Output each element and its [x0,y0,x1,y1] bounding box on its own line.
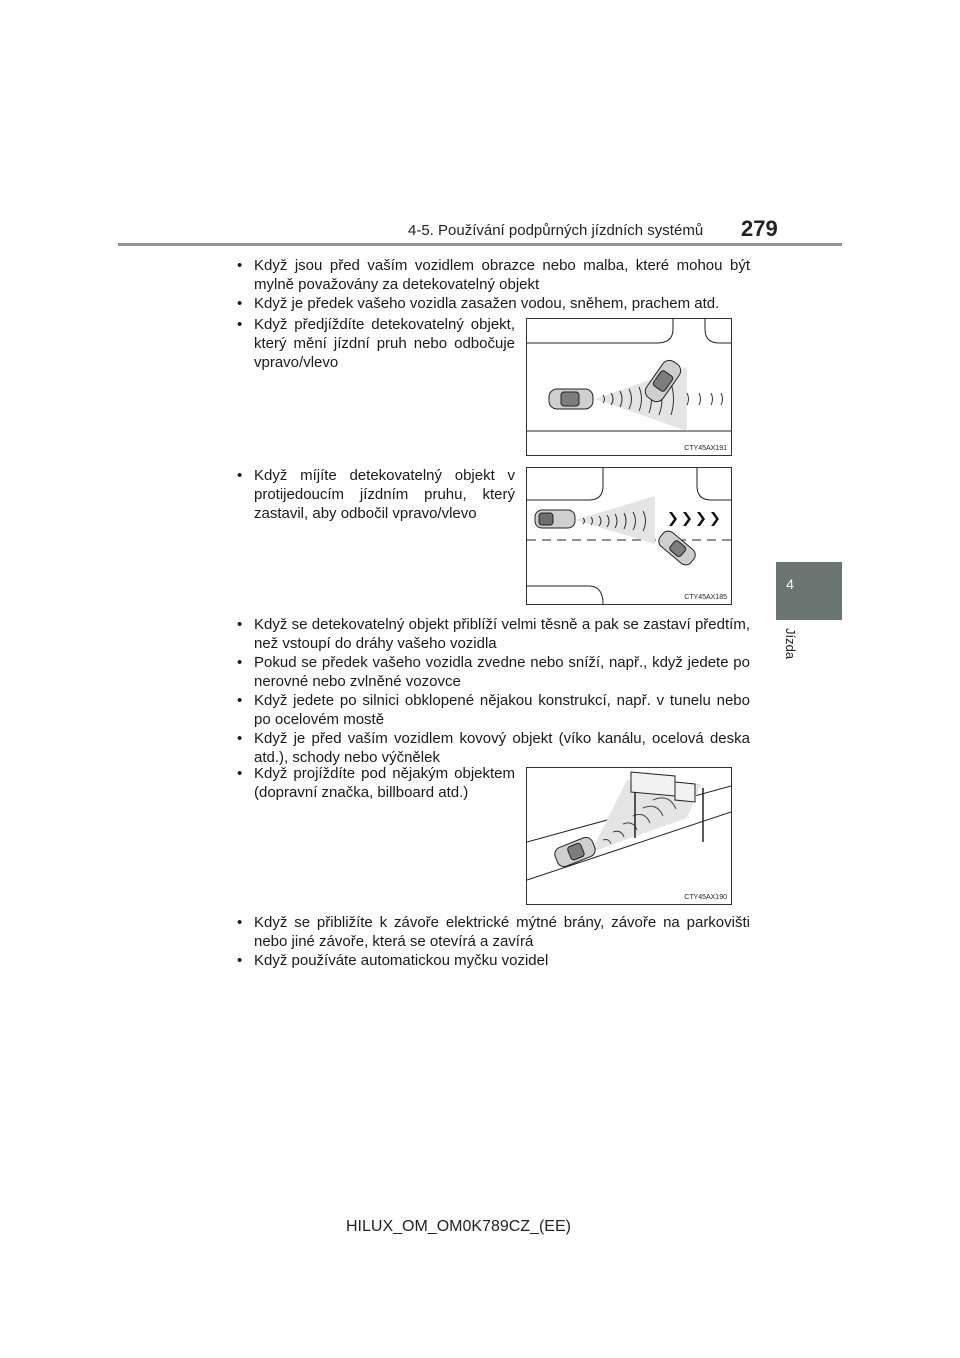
chapter-label: Jízda [783,628,798,660]
list-item: • Když se přibližíte k závoře elektrické mýtné brány, závoře na parkovišti nebo jiné závoře, která se otevírá a zavírá [235,913,750,951]
list-item: • Pokud se předek vašeho vozidla zvedne nebo sníží, např., když jedete po nerovné nebo zvlněné vozovce [235,653,750,691]
figure-code: CTY45AX185 [684,594,727,601]
list-item: • Když je předek vašeho vozidla zasažen vodou, sněhem, prachem atd. [235,294,750,313]
bullet-list-2 [235,315,515,372]
header-rule [118,243,842,246]
figure-code: CTY45AX191 [684,445,727,452]
figure-code: CTY45AX190 [684,894,727,901]
bullet-list-5 [235,764,515,802]
bullet-list-4 [235,615,750,767]
list-item: • Když je před vaším vozidlem kovový objekt (víko kanálu, ocelová deska atd.), schody nebo výčnělek [235,729,750,767]
list-item: • Když projíždíte pod nějakým objektem (dopravní značka, billboard atd.) [235,764,515,802]
page-number: 279 [741,216,778,241]
section-title: 4-5. Používání podpůrných jízdních systémů [408,222,704,239]
bullet-list-1 [235,256,750,313]
figure-overhead-sign [526,767,732,905]
list-item: • Když jsou před vaším vozidlem obrazce nebo malba, které mohou být mylně považovány za detekovatelný objekt [235,256,750,294]
chapter-number: 4 [786,576,794,592]
figure-overtaking [526,318,732,456]
bullet-list-6 [235,913,750,970]
figure-passing-oncoming [526,467,732,605]
figure-overtaking-illustration [527,319,731,455]
figure-passing-illustration [527,468,731,604]
list-item: • Když míjíte detekovatelný objekt v protijedoucím jízdním pruhu, který zastavil, aby odbočil vpravo/vlevo [235,466,515,523]
document-code: HILUX_OM_OM0K789CZ_(EE) [346,1218,571,1235]
page-header [0,0,960,250]
list-item: • Když předjíždíte detekovatelný objekt, který mění jízdní pruh nebo odbočuje vpravo/vlevo [235,315,515,372]
list-item: • Když se detekovatelný objekt přiblíží velmi těsně a pak se zastaví předtím, než vstoupí do dráhy vašeho vozidla [235,615,750,653]
bullet-list-3 [235,466,515,523]
list-item: • Když jedete po silnici obklopené nějakou konstrukcí, např. v tunelu nebo po ocelovém mostě [235,691,750,729]
list-item: • Když používáte automatickou myčku vozidel [235,951,750,970]
figure-overhead-illustration [527,768,731,904]
